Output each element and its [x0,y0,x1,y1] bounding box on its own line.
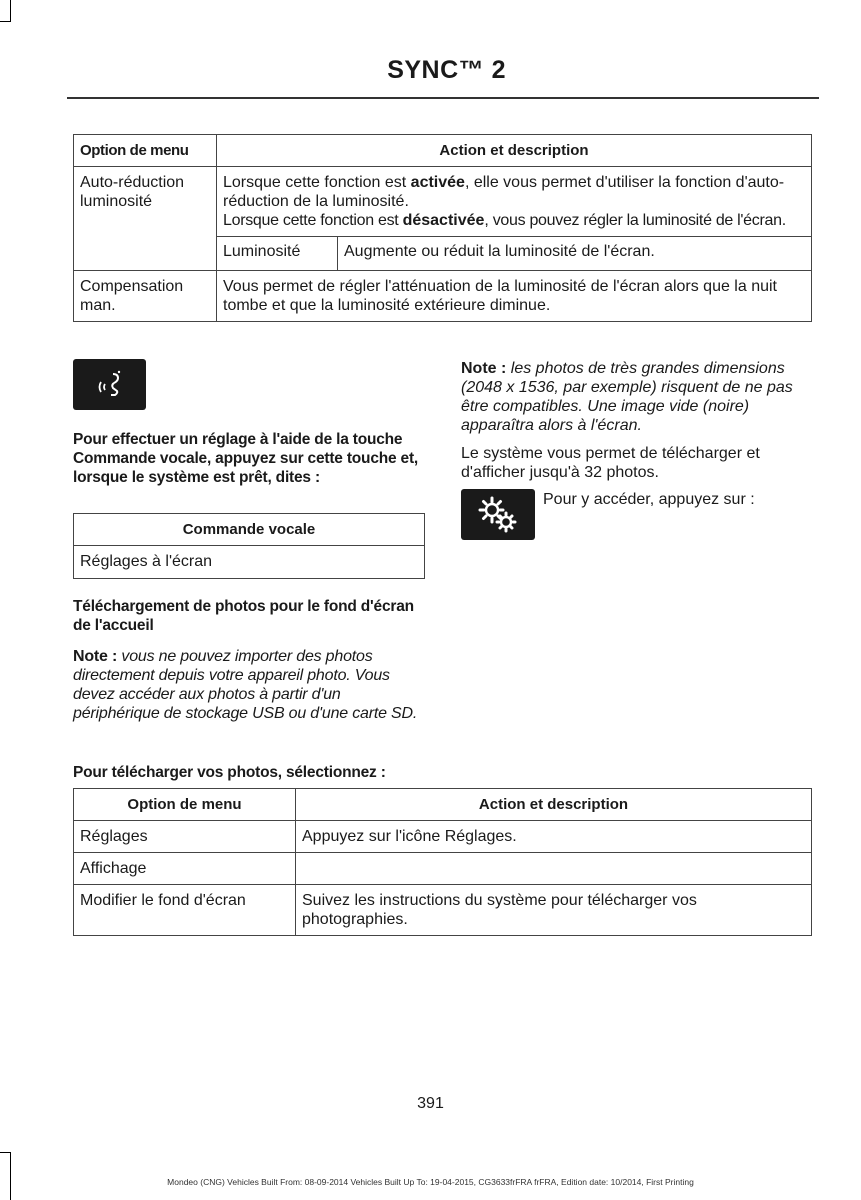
table-cell-option: Auto-réduction luminosité [74,167,217,271]
table-cell-option: Réglages [74,821,296,853]
table-row [74,853,812,885]
voice-command-icon [73,359,146,410]
voice-command-table [73,513,425,579]
photo-limit-text: Le système vous permet de télécharger et d'afficher jusqu'à 32 photos. [461,445,760,481]
usb-note [73,647,425,723]
table-cell-sub-option: Luminosité [217,237,338,271]
table-row [74,821,812,853]
table-cell-description: Vous permet de régler l'atténuation de la luminosité de l'écran alors que la nuit tombe et que la luminosité extérieure diminue. [217,271,812,322]
table-cell-option: Modifier le fond d'écran [74,885,296,936]
table-cell-description [296,853,812,885]
size-note [461,359,816,435]
table-header-action: Action et description [217,135,812,167]
crop-mark-bottom-left [10,1152,11,1200]
crop-mark-bottom-left-h [0,1152,11,1153]
page-title: SYNC™ 2 [387,56,506,84]
note-text: les photos de très grandes dimensions (2048 x 1536, par exemple) risquent de ne pas être compatibles. Une image vide (noire) apparaîtra alors à l'écran. [461,360,793,434]
table-cell-option: Compensation man. [74,271,217,322]
table-cell-option: Affichage [74,853,296,885]
wallpaper-heading: Téléchargement de photos pour le fond d'écran de l'accueil [73,598,414,634]
header-divider [67,97,819,99]
table-header-action: Action et description [296,789,812,821]
brightness-options-table [73,134,812,322]
table-cell-description: Lorsque cette fonction est activée, elle vous permet d'utiliser la fonction d'auto-réduction de la luminosité. Lorsque cette fonction est désactivée, vous pouvez régler la luminosité de l'écran. [217,167,812,237]
voice-instruction: Pour effectuer un réglage à l'aide de la touche Commande vocale, appuyez sur cette touche et, lorsque le système est prêt, dites : [73,431,419,486]
settings-gears-icon [461,489,535,540]
table-cell-voice-command: Réglages à l'écran [74,546,425,579]
table-cell-description: Appuyez sur l'icône Réglages. [296,821,812,853]
note-label: Note : [73,648,118,665]
download-heading: Pour télécharger vos photos, sélectionnez : [73,764,386,781]
download-options-table [73,788,812,936]
table-cell-description: Suivez les instructions du système pour télécharger vos photographies. [296,885,812,936]
footer-text: Mondeo (CNG) Vehicles Built From: 08-09-2014 Vehicles Built Up To: 19-04-2015, CG3633frFRA frFRA, Edition date: 10/2014, First Printing [167,1177,694,1187]
page-number: 391 [417,1095,444,1112]
note-label: Note : [461,360,507,377]
table-header-option: Option de menu [74,789,296,821]
table-header-option: Option de menu [74,135,217,167]
crop-mark-top-left-h [0,21,11,22]
crop-mark-top-left [10,0,11,22]
table-row [74,885,812,936]
table-cell-sub-description: Augmente ou réduit la luminosité de l'écran. [338,237,812,271]
table-header-voice-command: Commande vocale [74,514,425,546]
note-text: vous ne pouvez importer des photos directement depuis votre appareil photo. Vous devez accéder aux photos à partir d'un périphérique de stockage USB ou d'une carte SD. [73,648,418,722]
access-instruction: Pour y accéder, appuyez sur : [543,491,755,508]
